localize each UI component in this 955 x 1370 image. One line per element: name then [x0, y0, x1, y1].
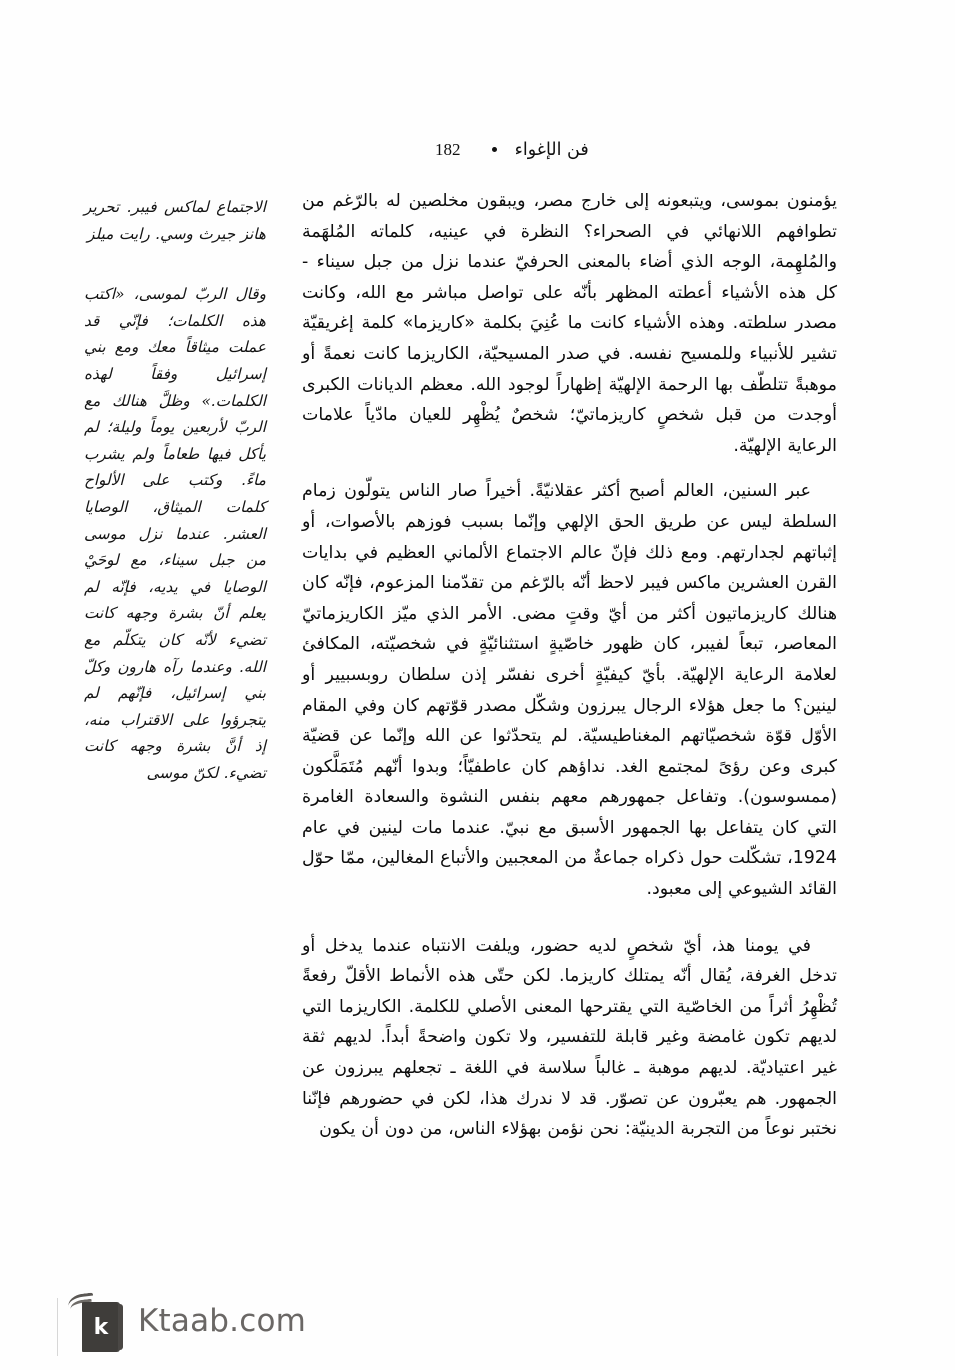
margin-notes-column: [84, 186, 266, 786]
site-watermark: [68, 1290, 306, 1352]
body-paragraph: يؤمنون بموسى، ويتبعونه إلى خارج مصر، ويبقون مخلصين له بالرّغم من تطوافهم اللانهائي في الصحراء؟ النظرة في عينيه، كلماته المُلهَمة والمُلهِمة، الوجه الذي أضاء بالمعنى الحرفيّ عندما نزل من جبل سيناء - كل هذه الأشياء أعطته المظهر بأنّه على تواصل مباشر مع الله، وكانت مصدر سلطته. وهذه الأشياء كانت ما عُنِيَ بكلمة «كاريزما» كلمة إغريقيّة تشير للأنبياء وللمسيح نفسه. في صدر المسيحيّة، الكاريزما كانت نعمةً أو موهبةً تتلطّف بها الرحمة الإلهيّة إظهاراً لوجود الله. معظم الديانات الكبرى أوجدت من قبل شخصٍ كاريزماتيّ؛ شخصٌ يُظْهِر للعيان مادّياً علامات الرعاية الإلهيّة.: [302, 191, 837, 456]
running-head: [435, 140, 855, 160]
watermark-site-name: Ktaab.com: [138, 1302, 307, 1339]
book-logo-icon: [68, 1290, 124, 1352]
page-number: 182: [435, 140, 461, 159]
margin-note: وقال الربّ لموسى، «اكتب هذه الكلمات؛ فإنّي قد عملت ميثاقاً معك ومع بني إسرائيل وفقاً لهذه الكلمات.» وظلَّ هنالك مع الربّ لأربعين يوماً وليلة؛ لم يأكل فيها طعاماً ولم يشرب ماءً. وكتب على الألواح كلمات الميثاق، الوصايا العشر. عندما نزل موسى من جبل سيناء، مع لوحَيْ الوصايا في يديه، فإنّه لم يعلم أنّ بشرة وجهه كانت تضيء لأنّه كان يتكلّم مع الله. وعندما رآه هارون وكلّ بني إسرائيل، فإنّهم لم يتجرؤوا على الاقتراب منه، إذ أنَّ بشرة وجهه كانت تضيء. لكنّ موسى: [84, 285, 266, 782]
logo-letter: k: [93, 1314, 109, 1340]
page-content: [84, 186, 837, 1160]
running-head-book-title: فن الإغواء: [514, 140, 589, 160]
body-paragraph: عبر السنين، العالم أصبح أكثر عقلانيّةً. أخيراً صار الناس يتولّون زمام السلطة ليس عن طريق الحق الإلهي وإنّما بسبب فوزهم بالأصوات، أو إثباتهم لجدارتهم. ومع ذلك فإنّ عالم الاجتماع الألماني العظيم في بدايات القرن العشرين ماكس فيبر لاحظ أنّه بالرّغم من تقدّمنا المزعوم، فإنّه كان هنالك كاريزماتيون أكثر من أيّ وقتٍ مضى. الأمر الذي ميّز الكاريزماتيّ المعاصر، تبعاً لفيبر، كان ظهور خاصّيةٍ استثنائيّةٍ في شخصيّته، المكافئ لعلامة الرعاية الإلهيّة. بأيّ كيفيّةٍ أخرى نفسّر إذن سلطان روبسبيير أو لينين؟ ما جعل هؤلاء الرجال يبرزون وشكّل مصدر قوّتهم كان وفي المقام الأوّل قوّة شخصيّاتهم المغناطيسيّة. لم يتحدّثوا عن الله وإنّما عن قضيّة كبرى وعن رؤىً لمجتمع الغد. نداؤهم كان عاطفيّاً؛ وبدوا أنّهم مُتَمَلَّكون (ممسوسون). وتفاعل جمهورهم معهم بنفس النشوة والسعادة الغامرة التي كان يتفاعل بها الجمهور الأسبق مع نبيّ. عندما مات لينين في عام 1924، تشكّلت حول ذكراه جماعةٌ من المعجبين والأتباع المغالين، ممّا حوّل القائد الشيوعي إلى معبود.: [302, 481, 837, 900]
main-text-column: [302, 186, 837, 1160]
watermark-divider: [57, 1298, 58, 1356]
body-paragraph: في يومنا هذ، أيّ شخصٍ لديه حضور، ويلفت الانتباه عندما يدخل أو تدخل الغرفة، يُقال أنّه يمتلك كاريزما. لكن حتّى هذه الأنماط الأقلّ رفعةً تُظْهِرُ أثراً من الخاصّية التي يقترحها المعنى الأصلي للكلمة. الكاريزما التي لديهم تكون غامضة وغير قابلة للتفسير، ولا تكون واضحةً أبداً. لديهم ثقة غير اعتياديّة. لديهم موهبة ـ غالباً سلاسة في اللغة ـ تجعلهم يبرزون عن الجمهور. هم يعبّرون عن تصوّر. قد لا ندرك هذا، لكن في حضورهم فإنّنا نختبر نوعاً من التجربة الدينيّة: نحن نؤمن بهؤلاء الناس، من دون أن يكون: [302, 935, 837, 1140]
margin-note: الاجتماع لماكس فيبر. تحرير هانز جيرث وسي. رايت ميلز: [84, 198, 266, 243]
running-head-separator-dot: [492, 147, 497, 152]
